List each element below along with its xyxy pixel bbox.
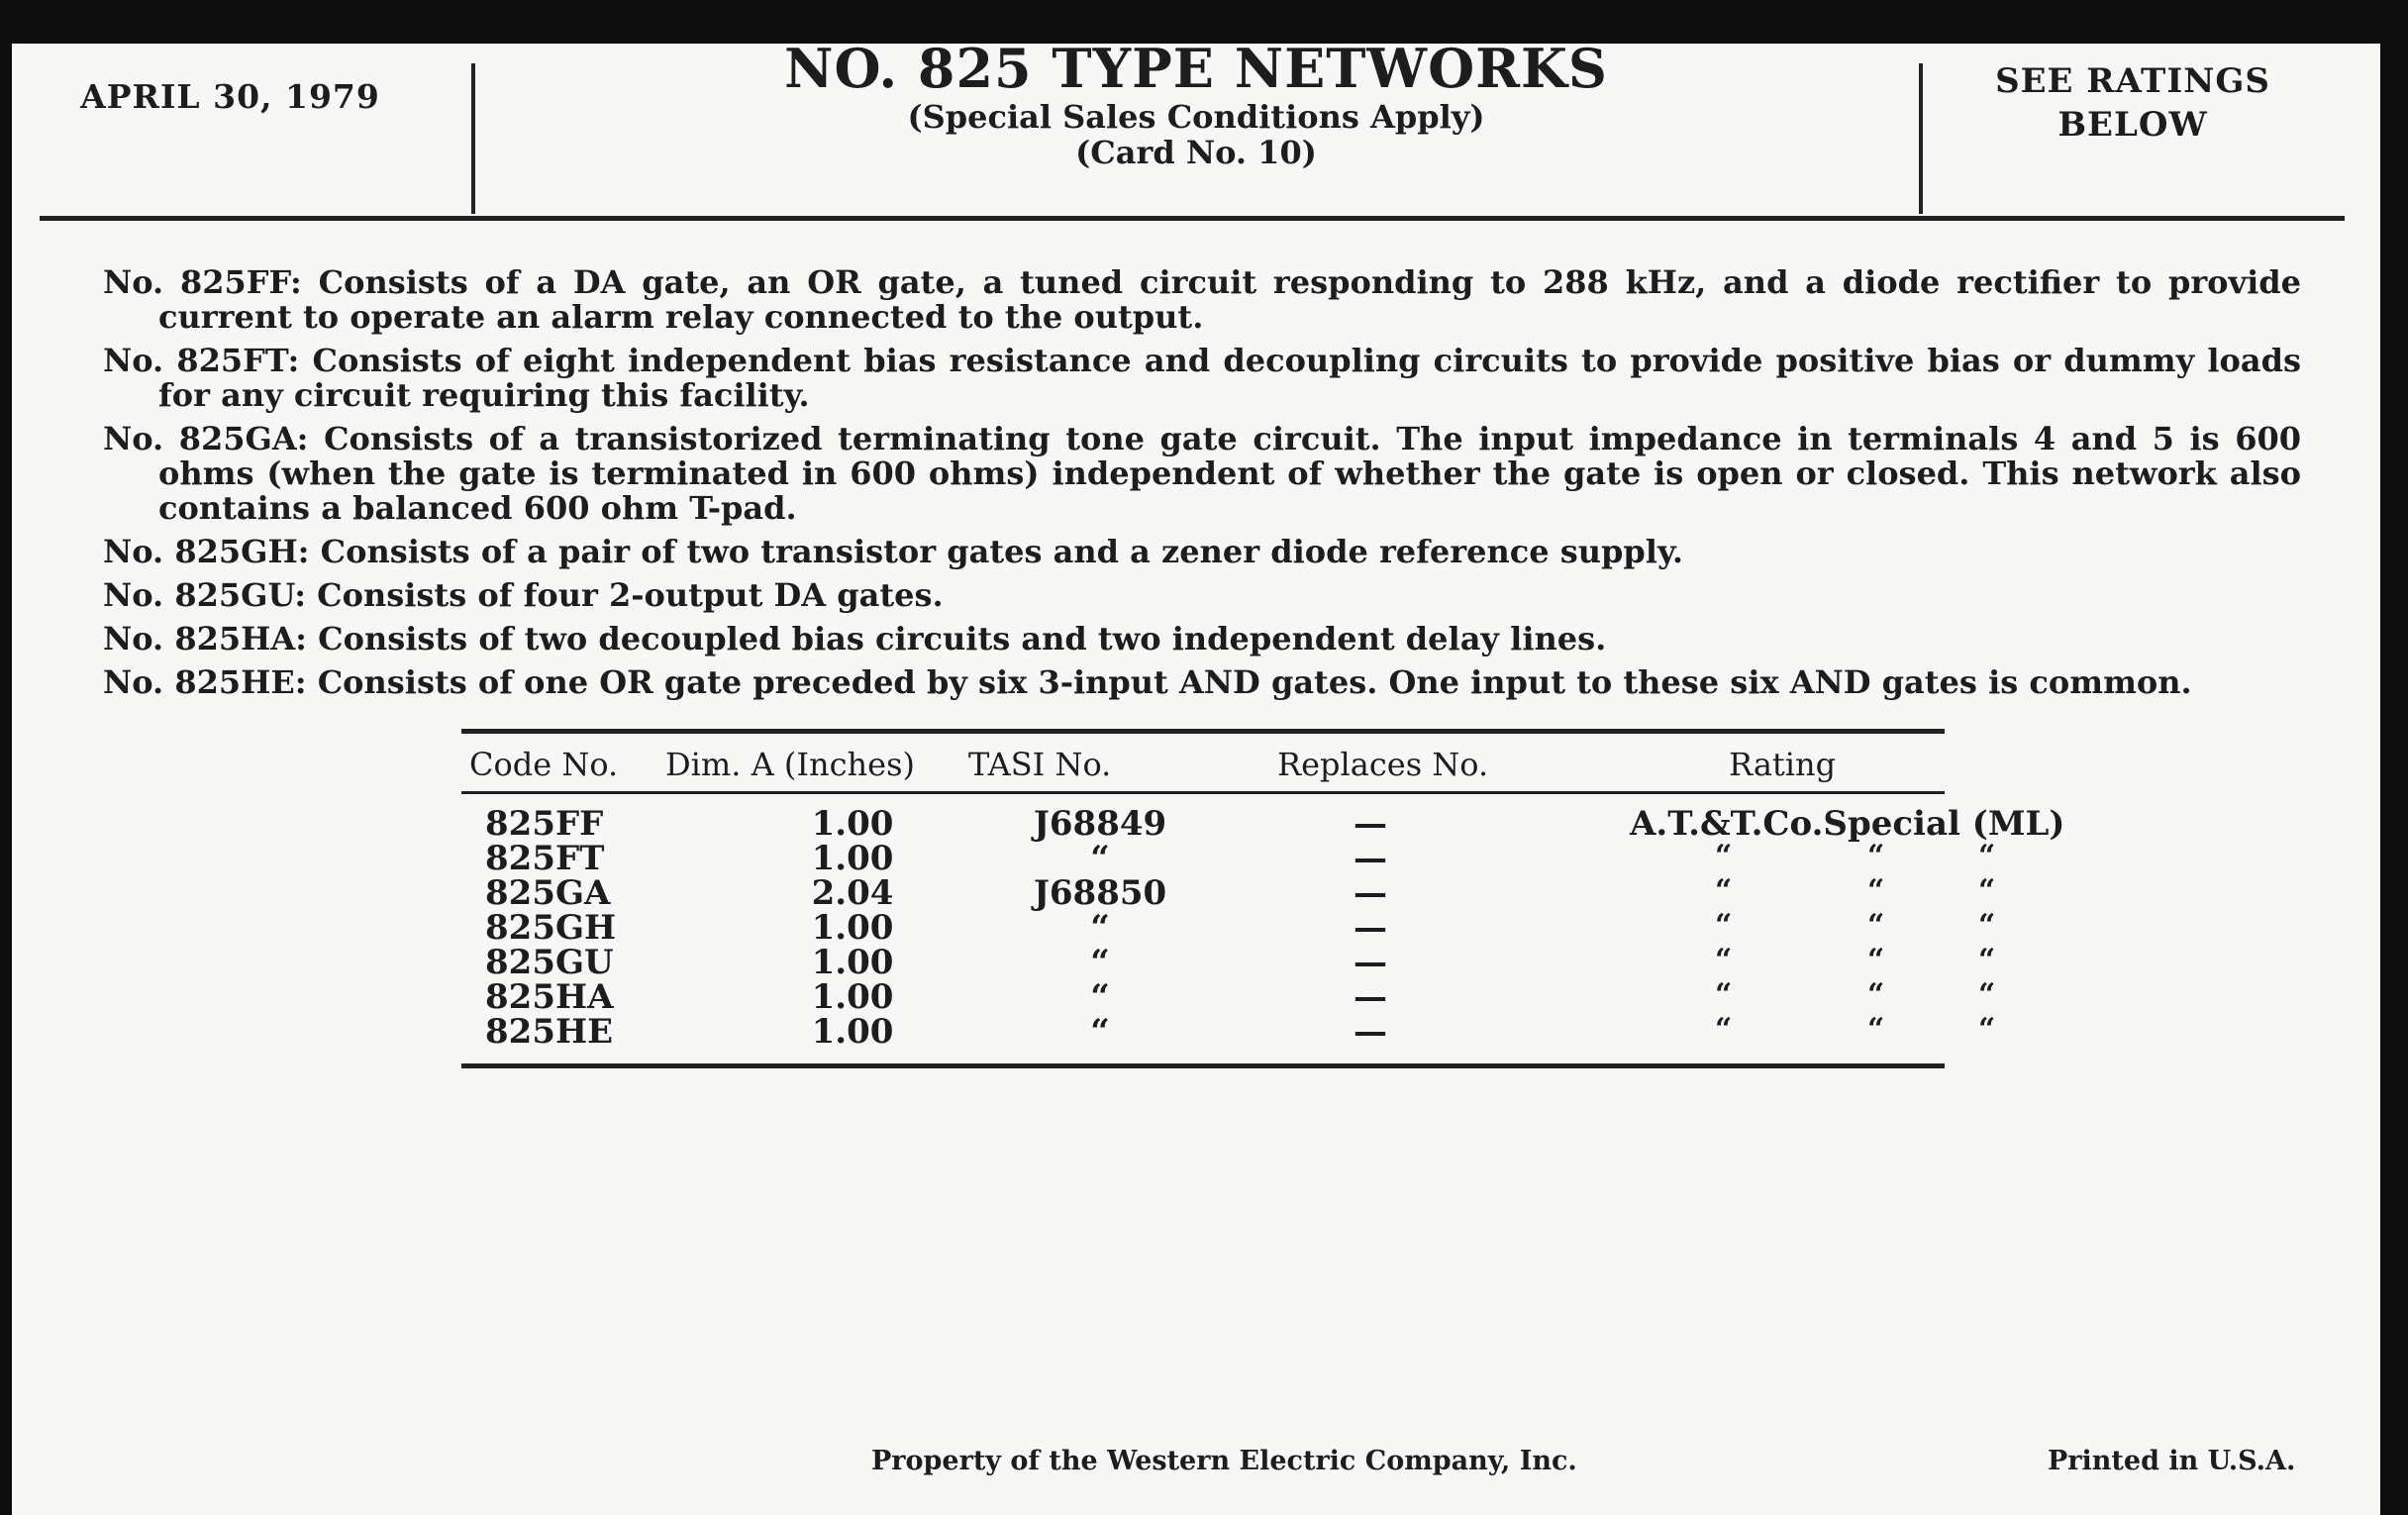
description-825ft (103, 344, 2301, 413)
printed-notice: Printed in U.S.A. (2048, 1446, 2296, 1476)
table-row (461, 908, 1996, 948)
cell-replaces: — (1354, 839, 1387, 878)
cell-rating: “ (1715, 839, 1733, 873)
cell-replaces: — (1354, 1012, 1387, 1052)
cell-replaces: — (1354, 943, 1387, 982)
cell-tasi: “ (1090, 943, 1110, 982)
table-row (461, 1012, 1996, 1052)
table-body (461, 794, 2065, 1063)
network-descriptions (103, 265, 2301, 709)
cell-rating-ditto-3: “ (1978, 839, 1996, 873)
cell-replaces: — (1354, 977, 1387, 1017)
description-code: No. 825GA: (103, 420, 309, 457)
header-replaces-no: Replaces No. (1277, 746, 1489, 783)
ratings-note (1925, 59, 2341, 147)
cell-tasi: “ (1090, 839, 1110, 878)
card-number: (Card No. 10) (1075, 134, 1317, 171)
description-825ga (103, 422, 2301, 526)
cell-rating-ditto-2: “ (1867, 1012, 1885, 1047)
cell-dim: 1.00 (811, 943, 894, 982)
cell-code: 825FF (485, 804, 604, 844)
cell-code: 825HA (485, 977, 614, 1017)
header-tasi-no: TASI No. (968, 746, 1112, 783)
cell-dim: 1.00 (811, 1012, 894, 1052)
header-rule (40, 216, 2345, 221)
ratings-note-line2: BELOW (2057, 105, 2208, 145)
description-text: Consists of two decoupled bias circuits and two independent delay lines. (318, 620, 1607, 657)
table-row (461, 943, 1996, 982)
cell-tasi: J68849 (1033, 804, 1167, 844)
description-text: Consists of eight independent bias resistance and decoupling circuits to provide positive bias or dummy loads for any circuit requiring this facility. (158, 342, 2302, 414)
cell-code: 825GA (485, 873, 611, 913)
cell-rating: A.T.&T.Co.Special (ML) (1630, 804, 2065, 844)
cell-tasi: “ (1090, 1012, 1110, 1052)
cell-tasi: “ (1090, 977, 1110, 1017)
table-bottom-rule (461, 1063, 1945, 1068)
cell-rating-ditto-2: “ (1867, 873, 1885, 908)
description-code: No. 825FT: (103, 342, 300, 379)
cell-replaces: — (1354, 908, 1387, 948)
description-code: No. 825HE: (103, 663, 307, 701)
table-row (461, 839, 1996, 878)
property-notice: Property of the Western Electric Company, Inc. (871, 1446, 1577, 1476)
cell-code: 825GU (485, 943, 614, 982)
header-rating: Rating (1729, 746, 1837, 783)
description-825ha (103, 622, 2301, 656)
ratings-table (461, 729, 2065, 1068)
cell-rating: “ (1715, 977, 1733, 1012)
description-825gh (103, 535, 2301, 569)
description-code: No. 825GH: (103, 533, 310, 570)
cell-tasi: J68850 (1033, 873, 1167, 913)
cell-code: 825FT (485, 839, 605, 878)
description-text: Consists of four 2-output DA gates. (317, 576, 944, 614)
ratings-note-line1: SEE RATINGS (1995, 61, 2270, 101)
cell-rating: “ (1715, 1012, 1733, 1047)
table-row (461, 804, 2065, 844)
cell-rating-ditto-3: “ (1978, 908, 1996, 943)
cell-dim: 2.04 (811, 873, 894, 913)
cell-tasi: “ (1090, 908, 1110, 948)
description-text: Consists of one OR gate preceded by six 3-input AND gates. One input to these six AND gates is common. (317, 663, 2192, 701)
cell-rating-ditto-3: “ (1978, 1012, 1996, 1047)
cell-dim: 1.00 (811, 977, 894, 1017)
cell-rating: “ (1715, 873, 1733, 908)
cell-code: 825HE (485, 1012, 614, 1052)
description-code: No. 825FF: (103, 263, 302, 301)
cell-rating-ditto-2: “ (1867, 839, 1885, 873)
cell-replaces: — (1354, 804, 1387, 844)
cell-code: 825GH (485, 908, 617, 948)
cell-dim: 1.00 (811, 908, 894, 948)
cell-dim: 1.00 (811, 804, 894, 844)
header-dim-a: Dim. A (Inches) (665, 746, 915, 783)
cell-rating-ditto-3: “ (1978, 873, 1996, 908)
cell-rating: “ (1715, 943, 1733, 977)
description-825gu (103, 578, 2301, 613)
description-825ff (103, 265, 2301, 335)
description-code: No. 825HA: (103, 620, 307, 657)
cell-rating-ditto-3: “ (1978, 977, 1996, 1012)
page-subtitle: (Special Sales Conditions Apply) (907, 98, 1485, 136)
description-text: Consists of a pair of two transistor gates and a zener diode reference supply. (320, 533, 1683, 570)
description-825he (103, 665, 2301, 700)
cell-dim: 1.00 (811, 839, 894, 878)
table-header-row (461, 734, 1945, 791)
cell-replaces: — (1354, 873, 1387, 913)
cell-rating-ditto-3: “ (1978, 943, 1996, 977)
header-title-block (473, 38, 1919, 170)
description-text: Consists of a transistorized terminating tone gate circuit. The input impedance in terminals 4 and 5 is 600 ohms (when the gate is terminated in 600 ohms) independent of whether the gate is open or closed. This network also contains a balanced 600 ohm T-pad. (158, 420, 2302, 527)
header-divider-right (1919, 63, 1923, 214)
cell-rating-ditto-2: “ (1867, 943, 1885, 977)
cell-rating: “ (1715, 908, 1733, 943)
cell-rating-ditto-2: “ (1867, 908, 1885, 943)
card-date: APRIL 30, 1979 (80, 77, 380, 116)
description-code: No. 825GU: (103, 576, 307, 614)
page-title: NO. 825 TYPE NETWORKS (784, 37, 1608, 100)
table-row (461, 977, 1996, 1017)
description-text: Consists of a DA gate, an OR gate, a tuned circuit responding to 288 kHz, and a diode rectifier to provide current to operate an alarm relay connected to the output. (158, 263, 2302, 336)
table-row (461, 873, 1996, 913)
cell-rating-ditto-2: “ (1867, 977, 1885, 1012)
header-code-no: Code No. (469, 746, 619, 783)
